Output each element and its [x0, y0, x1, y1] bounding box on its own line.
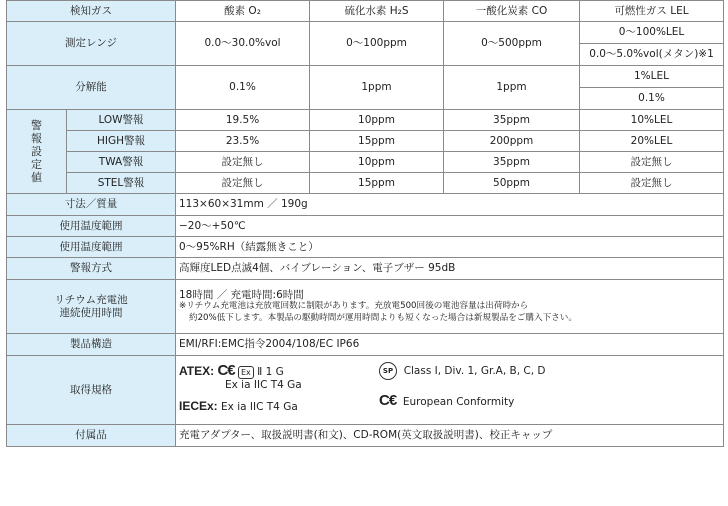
resolution-lel-1: 1%LEL — [580, 66, 724, 88]
gas-co: 一酸化炭素 CO — [444, 1, 580, 22]
gas-o2: 酸素 O₂ — [176, 1, 310, 22]
table-row — [7, 258, 724, 280]
alarm-stel-h2s: 15ppm — [310, 173, 444, 194]
ex-mark-icon: Ex — [238, 366, 254, 379]
alarm-twa-h2s: 10ppm — [310, 152, 444, 173]
atex-code: Ex ia IIC T4 Ga — [225, 379, 302, 391]
structure-label: 製品構造 — [7, 334, 176, 356]
alarm-group-char: 警 — [31, 118, 42, 132]
table-row — [7, 22, 724, 44]
alarm-twa-label: TWA警報 — [67, 152, 176, 173]
resolution-lel-2: 0.1% — [580, 88, 724, 110]
table-row — [7, 110, 724, 131]
range-o2: 0.0～30.0%vol — [176, 22, 310, 66]
battery-label-line: 連続使用時間 — [59, 306, 123, 319]
alarm-low-label: LOW警報 — [67, 110, 176, 131]
alarm-method-label: 警報方式 — [7, 258, 176, 280]
alarm-stel-label: STEL警報 — [67, 173, 176, 194]
alarm-stel-co: 50ppm — [444, 173, 580, 194]
table-row — [7, 280, 724, 334]
table-row — [7, 334, 724, 356]
ce-line — [379, 392, 514, 410]
alarm-group-char: 値 — [31, 171, 42, 185]
battery-note-2: 約20%低下します。本製品の駆動時間が運用時間よりも短くなった場合は新規製品をご購入下さい。 — [189, 312, 577, 323]
alarm-twa-co: 35ppm — [444, 152, 580, 173]
size-value: 113×60×31mm ／ 190g — [176, 194, 724, 216]
range-h2s: 0～100ppm — [310, 22, 444, 66]
alarm-low-lel: 10%LEL — [580, 110, 724, 131]
alarm-high-lel: 20%LEL — [580, 131, 724, 152]
resolution-h2s: 1ppm — [310, 66, 444, 110]
table-row — [7, 173, 724, 194]
gas-label: 検知ガス — [7, 1, 176, 22]
alarm-stel-o2: 設定無し — [176, 173, 310, 194]
table-row — [7, 425, 724, 447]
atex-label: ATEX: — [179, 364, 215, 378]
atex-line — [179, 362, 284, 380]
ce-text: European Conformity — [402, 396, 515, 408]
table-row — [7, 131, 724, 152]
alarm-stel-lel: 設定無し — [580, 173, 724, 194]
csa-text: Class I, Div. 1, Gr.A, B, C, D — [403, 365, 546, 377]
gas-lel: 可燃性ガス LEL — [580, 1, 724, 22]
alarm-low-o2: 19.5% — [176, 110, 310, 131]
range-co: 0～500ppm — [444, 22, 580, 66]
csa-line — [379, 362, 546, 380]
temp-value: −20～+50℃ — [176, 216, 724, 237]
alarm-group-char: 報 — [31, 131, 42, 145]
alarm-high-h2s: 15ppm — [310, 131, 444, 152]
range-lel-1: 0～100%LEL — [580, 22, 724, 44]
alarm-low-h2s: 10ppm — [310, 110, 444, 131]
humidity-label: 使用温度範囲 — [7, 237, 176, 258]
ce-mark-icon: C€ — [217, 362, 235, 379]
table-row — [7, 1, 724, 22]
table-row — [7, 216, 724, 237]
table-row — [7, 237, 724, 258]
structure-value: EMI/RFI:EMC指令2004/108/EC IP66 — [176, 334, 724, 356]
resolution-label: 分解能 — [7, 66, 176, 110]
battery-note-1: ※リチウム充電池は充放電回数に制限があります。充放電500回後の電池容量は出荷時から — [179, 301, 529, 312]
alarm-method-value: 高輝度LED点滅4個、バイブレーション、電子ブザー 95dB — [176, 258, 724, 280]
certs-block — [179, 358, 720, 422]
iecex-line — [179, 399, 298, 414]
alarm-group-char: 定 — [31, 158, 42, 172]
battery-label — [7, 280, 176, 334]
table-row — [7, 356, 724, 425]
table-row — [7, 194, 724, 216]
csa-mark-icon: SP — [379, 362, 397, 380]
table-row — [7, 152, 724, 173]
humidity-value: 0～95%RH（結露無きこと） — [176, 237, 724, 258]
alarm-group-label — [7, 110, 67, 194]
alarm-high-o2: 23.5% — [176, 131, 310, 152]
table-row — [7, 66, 724, 88]
ce-mark-icon: C€ — [379, 392, 397, 409]
alarm-low-co: 35ppm — [444, 110, 580, 131]
size-label: 寸法／質量 — [7, 194, 176, 216]
alarm-high-label: HIGH警報 — [67, 131, 176, 152]
iecex-label: IECEx: — [179, 399, 218, 413]
gas-h2s: 硫化水素 H₂S — [310, 1, 444, 22]
temp-label: 使用温度範囲 — [7, 216, 176, 237]
spec-table — [6, 0, 724, 447]
certs-value — [176, 356, 724, 425]
battery-runtime: 18時間 ／ 充電時間:6時間 — [179, 288, 304, 301]
resolution-o2: 0.1% — [176, 66, 310, 110]
alarm-twa-lel: 設定無し — [580, 152, 724, 173]
accessories-label: 付属品 — [7, 425, 176, 447]
certs-label: 取得規格 — [7, 356, 176, 425]
range-lel-2: 0.0～5.0%vol(メタン)※1 — [580, 44, 724, 66]
atex-group: Ⅱ 1 G — [257, 366, 284, 378]
alarm-twa-o2: 設定無し — [176, 152, 310, 173]
battery-value — [176, 280, 724, 334]
alarm-high-co: 200ppm — [444, 131, 580, 152]
battery-label-line: リチウム充電池 — [54, 293, 128, 306]
range-label: 測定レンジ — [7, 22, 176, 66]
iecex-code: Ex ia IIC T4 Ga — [221, 401, 298, 413]
accessories-value: 充電アダプター、取扱説明書(和文)、CD-ROM(英文取扱説明書)、校正キャップ — [176, 425, 724, 447]
resolution-co: 1ppm — [444, 66, 580, 110]
alarm-group-char: 設 — [31, 144, 42, 158]
